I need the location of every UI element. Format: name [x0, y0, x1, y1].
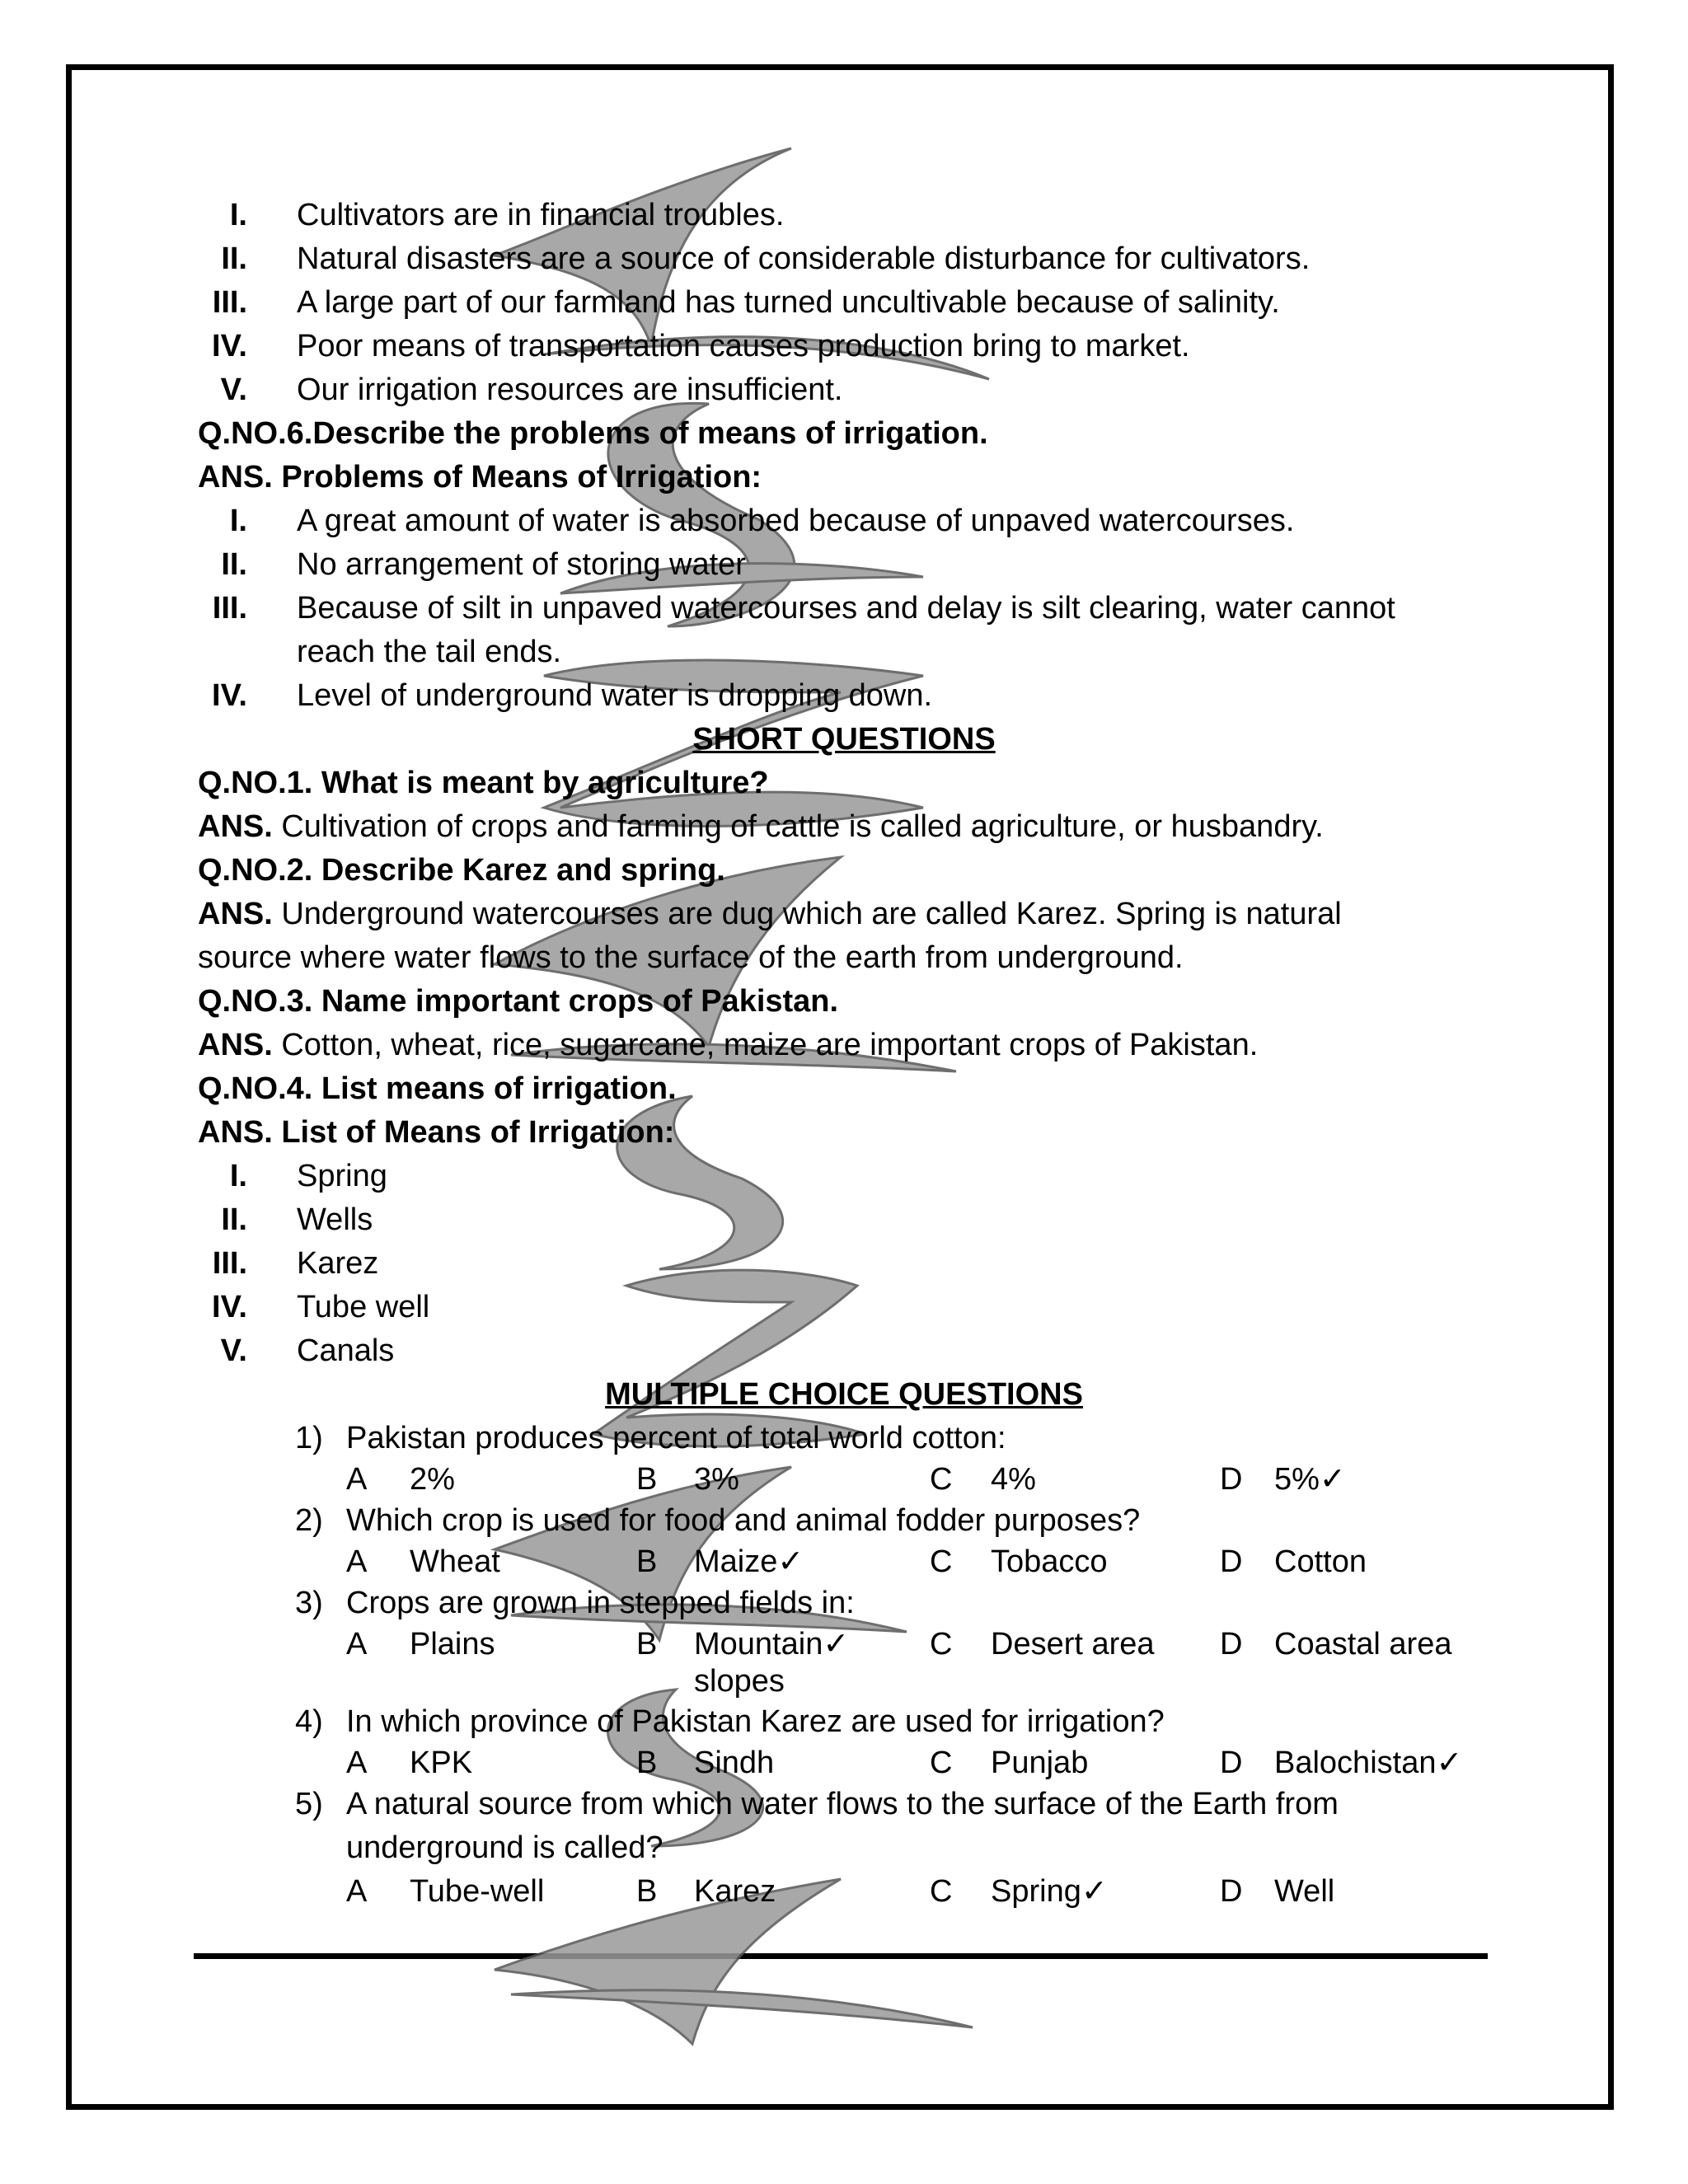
option-text: 2% — [410, 1462, 455, 1497]
option-letter: A — [346, 1462, 368, 1497]
list-text: Wells — [297, 1202, 373, 1237]
question-heading: Q.NO.1. What is meant by agriculture? — [198, 766, 769, 800]
answer-text — [198, 1024, 1258, 1067]
list-text: Tube well — [297, 1290, 430, 1324]
mcq-text: In which province of Pakistan Karez are used for irrigation? — [346, 1704, 1165, 1739]
option-text: 4% — [991, 1462, 1036, 1497]
mcq-text: A natural source from which water flows to the surface of the Earth from — [346, 1787, 1339, 1821]
list-text: reach the tail ends. — [297, 635, 562, 669]
list-number: III. — [212, 591, 247, 626]
option-letter: B — [636, 1462, 658, 1497]
mcq-text: Crops are grown in stepped fields in: — [346, 1586, 855, 1620]
question-heading: Q.NO.4. List means of irrigation. — [198, 1071, 677, 1106]
option-letter: B — [636, 1627, 658, 1661]
option-text: Cotton — [1274, 1544, 1367, 1579]
mcq-text: Which crop is used for food and animal fodder purposes? — [346, 1503, 1141, 1538]
list-text: Spring — [297, 1159, 387, 1193]
answer-label: ANS. — [198, 1028, 273, 1062]
list-text: Natural disasters are a source of considerable disturbance for cultivators. — [297, 241, 1311, 276]
mcq-number: 3) — [295, 1586, 323, 1620]
option-text: 5%✓ — [1274, 1462, 1346, 1497]
option-letter: B — [636, 1544, 658, 1579]
list-number: III. — [212, 1246, 247, 1281]
mcq-number: 2) — [295, 1503, 323, 1538]
option-text: Coastal area — [1274, 1627, 1452, 1661]
list-number: I. — [229, 198, 247, 232]
list-text: Poor means of transportation causes production bring to market. — [297, 329, 1190, 363]
answer-heading: ANS. List of Means of Irrigation: — [198, 1115, 675, 1150]
option-letter: D — [1220, 1874, 1243, 1909]
list-text: Canals — [297, 1333, 395, 1368]
question-heading: Q.NO.2. Describe Karez and spring. — [198, 853, 725, 888]
option-text: Tobacco — [991, 1544, 1108, 1579]
option-letter: C — [930, 1874, 953, 1909]
section-heading-short-questions: SHORT QUESTIONS — [692, 722, 996, 757]
answer-text-continuation: source where water flows to the surface of the earth from underground. — [198, 940, 1184, 975]
answer-body: Underground watercourses are dug which are called Karez. Spring is natural — [272, 897, 1342, 931]
list-number: V. — [220, 1333, 247, 1368]
option-letter: A — [346, 1627, 368, 1661]
mcq-text: underground is called? — [346, 1830, 663, 1865]
question-heading: Q.NO.6.Describe the problems of means of irrigation. — [198, 416, 988, 451]
answer-heading: ANS. Problems of Means of Irrigation: — [198, 460, 762, 494]
option-text: 3% — [694, 1462, 739, 1497]
option-text: Karez — [694, 1874, 776, 1909]
option-letter: A — [346, 1746, 368, 1780]
option-letter: B — [636, 1874, 658, 1909]
option-text: Tube-well — [410, 1874, 545, 1909]
option-letter: A — [346, 1544, 368, 1579]
list-text: Cultivators are in financial troubles. — [297, 198, 785, 232]
answer-text — [198, 893, 1342, 936]
option-letter: C — [930, 1746, 953, 1780]
list-text: A great amount of water is absorbed because of unpaved watercourses. — [297, 504, 1295, 538]
option-letter: D — [1220, 1544, 1243, 1579]
answer-label: ANS. — [198, 809, 273, 844]
mcq-number: 5) — [295, 1787, 323, 1821]
list-number: IV. — [212, 1290, 247, 1324]
option-letter: C — [930, 1544, 953, 1579]
list-number: II. — [221, 547, 247, 582]
list-text: Level of underground water is dropping down. — [297, 678, 933, 713]
answer-label: ANS. — [198, 897, 273, 931]
answer-text — [198, 805, 1324, 849]
option-text: Maize✓ — [694, 1544, 804, 1579]
option-text: Sindh — [694, 1746, 775, 1780]
option-text: Desert area — [991, 1627, 1155, 1661]
answer-body: Cotton, wheat, rice, sugarcane, maize are important crops of Pakistan. — [272, 1028, 1259, 1062]
list-number: I. — [229, 1159, 247, 1193]
mcq-number: 4) — [295, 1704, 323, 1739]
option-text: Wheat — [410, 1544, 500, 1579]
mcq-text: Pakistan produces percent of total world cotton: — [346, 1421, 1006, 1455]
list-number: II. — [221, 1202, 247, 1237]
answer-body: Cultivation of crops and farming of cattle is called agriculture, or husbandry. — [272, 809, 1324, 844]
option-letter: A — [346, 1874, 368, 1909]
list-number: V. — [220, 373, 247, 407]
option-letter: C — [930, 1627, 953, 1661]
option-letter: D — [1220, 1627, 1243, 1661]
list-number: II. — [221, 241, 247, 276]
option-text: Mountain✓ — [694, 1627, 850, 1661]
list-number: IV. — [212, 678, 247, 713]
section-heading-mcq: MULTIPLE CHOICE QUESTIONS — [605, 1377, 1083, 1412]
option-letter: B — [636, 1746, 658, 1780]
list-text: A large part of our farmland has turned uncultivable because of salinity. — [297, 285, 1280, 320]
option-text: Plains — [410, 1627, 495, 1661]
list-number: IV. — [212, 329, 247, 363]
list-text: Karez — [297, 1246, 379, 1281]
list-text: No arrangement of storing water — [297, 547, 746, 582]
option-text: slopes — [694, 1664, 785, 1699]
option-letter: D — [1220, 1462, 1243, 1497]
option-text: Well — [1274, 1874, 1335, 1909]
option-text: Punjab — [991, 1746, 1089, 1780]
option-letter: D — [1220, 1746, 1243, 1780]
mcq-number: 1) — [295, 1421, 323, 1455]
option-letter: C — [930, 1462, 953, 1497]
option-text: Spring✓ — [991, 1874, 1108, 1909]
option-text: KPK — [410, 1746, 473, 1780]
list-number: I. — [229, 504, 247, 538]
list-text: Because of silt in unpaved watercourses and delay is silt clearing, water cannot — [297, 591, 1395, 626]
list-number: III. — [212, 285, 247, 320]
option-text: Balochistan✓ — [1274, 1746, 1463, 1780]
list-text: Our irrigation resources are insufficient. — [297, 373, 843, 407]
question-heading: Q.NO.3. Name important crops of Pakistan. — [198, 984, 839, 1019]
